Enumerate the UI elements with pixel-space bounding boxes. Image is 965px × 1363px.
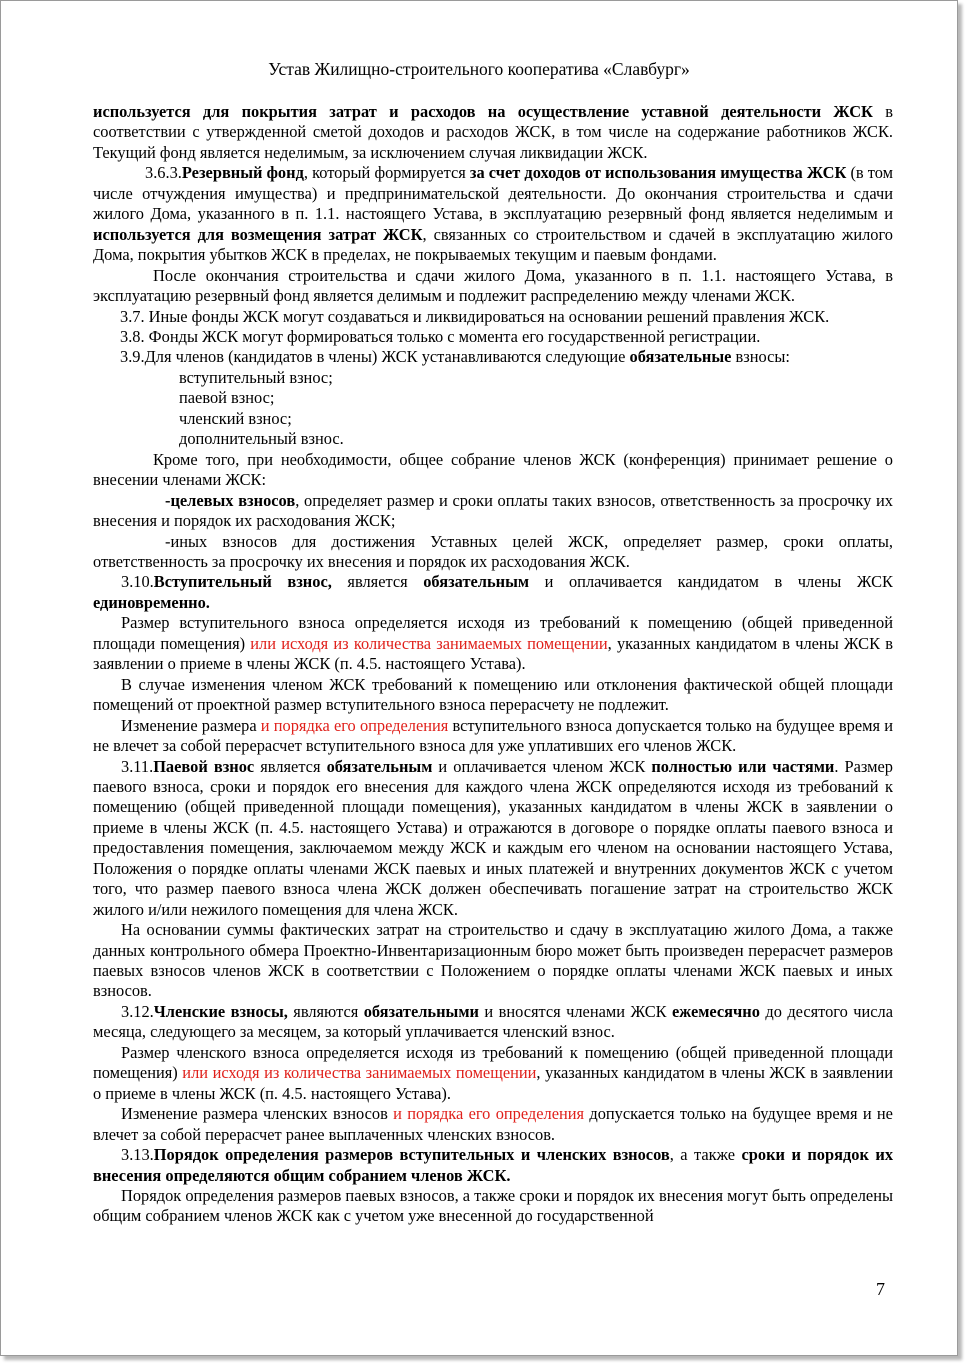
item-3-10: 3.10.Вступительный взнос, является обязательным и оплачивается кандидатом в члены ЖСК единовременно. xyxy=(93,572,893,612)
document-body xyxy=(93,102,893,1227)
paragraph-reserve-after: После окончания строительства и сдачи жилого Дома, указанного в п. 1.1. настоящего Устава, в эксплуатацию резервный фонд является делимым и подлежит распределению между членами ЖСК. xyxy=(93,265,893,306)
paragraph-member-fee-change: Изменение размера членских взносов и порядка его определения допускается только на будущее время и не влечет за собой перерасчет ранее выплаченных членских взносов. xyxy=(93,1104,893,1144)
paragraph-current-fund: используется для покрытия затрат и расходов на осуществление уставной деятельности ЖСК в соответствии с утвержденной сметой доходов и расходов ЖСК, в том числе на содержание работников ЖСК. Текущий фонд является неделимым, за исключением случая ликвидации ЖСК. xyxy=(93,102,893,162)
page-header: Устав Жилищно-строительного кооператива «Славбург» xyxy=(268,59,690,79)
item-3-9: 3.9.Для членов (кандидатов в члены) ЖСК устанавливаются следующие обязательные взносы: xyxy=(120,347,790,367)
paragraph-share-fee-order: Порядок определения размеров паевых взносов, а также сроки и порядок их внесения могут быть определены общим собранием членов ЖСК как с учетом уже внесенной до государственной xyxy=(93,1186,893,1226)
list-item: паевой взнос; xyxy=(179,388,275,408)
item-3-12: 3.12.Членские взносы, являются обязательными и вносятся членами ЖСК ежемесячно до десятого числа месяца, следующего за месяцем, за который уплачивается членский взнос. xyxy=(93,1001,893,1042)
paragraph-entry-fee-change: В случае изменения членом ЖСК требований к помещению или отклонения фактической общей площади помещений от проектной размер вступительного взноса перерасчету не подлежит. xyxy=(93,674,893,715)
list-item: вступительный взнос; xyxy=(179,367,333,387)
paragraph-target-fees: -целевых взносов, определяет размер и сроки оплаты таких взносов, ответственность за просрочку их внесения и порядок их расходования ЖСК; xyxy=(93,490,893,531)
paragraph-additional: Кроме того, при необходимости, общее собрание членов ЖСК (конференция) принимает решение о внесении членами ЖСК: xyxy=(93,449,893,490)
item-3-11: 3.11.Паевой взнос является обязательным и оплачивается членом ЖСК полностью или частями. Размер паевого взноса, сроки и порядок его внесения для каждого члена ЖСК определяются исходя из требований к помещению (общей приведенной площади помещения), указанных кандидатом в члены ЖСК в заявлении о приеме в члены ЖСК (п. 4.5. настоящего Устава) и отражаются в договоре о порядке оплаты паевого взноса и предоставления помещения, заключаемом между ЖСК и каждым его членом на основании настоящего Устава, Положения о порядке оплаты членами ЖСК паевых и иных платежей и внутренних документов ЖСК с учетом того, что размер паевого взноса члена ЖСК должен обеспечивать погашение затрат на строительство ЖСК жилого и/или нежилого помещения для члена ЖСК. xyxy=(93,756,893,919)
item-3-7: 3.7. Иные фонды ЖСК могут создаваться и ликвидироваться на основании решений правления ЖСК. xyxy=(120,306,830,326)
list-item: членский взнос; xyxy=(179,408,292,428)
paragraph-member-fee-size: Размер членского взноса определяется исходя из требований к помещению (общей приведенной площади помещения) или исходя из количества занимаемых помещении, указанных кандидатом в члены ЖСК в заявлении о приеме в члены ЖСК (п. 4.5. настоящего Устава). xyxy=(93,1042,893,1103)
item-3-13: 3.13.Порядок определения размеров вступительных и членских взносов, а также сроки и порядок их внесения определяются общим собранием членов ЖСК. xyxy=(93,1145,894,1185)
item-3-8: 3.8. Фонды ЖСК могут формироваться только с момента его государственной регистрации. xyxy=(120,326,761,346)
list-item: дополнительный взнос. xyxy=(179,429,344,449)
paragraph-reserve-fund: 3.6.3.Резервный фонд, который формируется за счет доходов от использования имущества ЖСК (в том числе отчуждения имущества) и предпринимательской деятельности. До окончания строительства и сдачи жилого Дома, указанного в п. 1.1. настоящего Устава, в эксплуатацию резервный фонд является неделимым и используется для возмещения затрат ЖСК, связанных со строительством и сдачей в эксплуатацию жилого Дома, покрытия убытков ЖСК в пределах, не покрываемых текущим и паевым фондами. xyxy=(93,163,893,265)
page-number: 7 xyxy=(876,1279,885,1299)
paragraph-entry-fee-size: Размер вступительного взноса определяется исходя из требований к помещению (общей приведенной площади помещения) или исходя из количества занимаемых помещении, указанных кандидатом в члены ЖСК в заявлении о приеме в члены ЖСК (п. 4.5. настоящего Устава). xyxy=(93,613,893,674)
paragraph-entry-fee-future: Изменение размера и порядка его определения вступительного взноса допускается только на будущее время и не влечет за собой перерасчет вступительного взноса для уже уплативших его членов ЖСК. xyxy=(93,715,893,756)
paragraph-other-fees: -иных взносов для достижения Уставных целей ЖСК, определяет размер, сроки оплаты, ответственность за просрочку их внесения и порядок их расходования ЖСК. xyxy=(93,531,893,571)
paragraph-recalculation: На основании суммы фактических затрат на строительство и сдачу в эксплуатацию жилого Дома, а также данных контрольного обмера Проектно-Инвентаризационным бюро может быть произведен перерасчет размеров паевых взносов членов ЖСК в соответствии с Положением о порядке оплаты членами ЖСК паевых и иных взносов. xyxy=(93,920,893,1001)
